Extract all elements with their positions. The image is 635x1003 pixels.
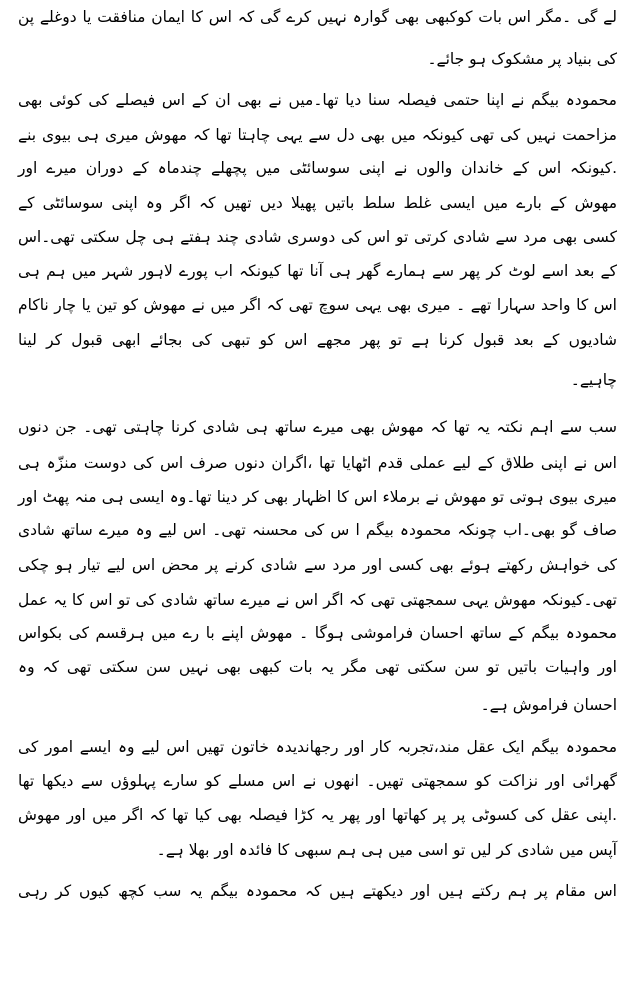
text-line: لے گی ۔مگر اس بات کوکبھی بھی گوارہ نہیں کرے گی کہ اس کا ایمان منافقت یا دوغلے پن [18, 8, 617, 26]
text-line: .کیونکہ اس کے خاندان والوں نے اپنی سوسائٹی میں پچھلے چندماہ کے دوران میرے اور [18, 159, 617, 177]
text-line: اور واہیات باتیں تو سن سکتی تھی مگر یہ بات کبھی بھی نہیں سن سکتی تھی کہ وہ [18, 658, 617, 676]
text-line: کسی بھی مرد سے شادی کرتی تو اس کی دوسری شادی چند ہفتے ہی چل سکتی تھی۔اس [18, 228, 617, 246]
text-line: شادیوں کے بعد قبول کرنا ہے تو پھر مجھے اس کو تبھی کی بجائے ابھی قبول کر لینا [18, 331, 617, 349]
text-line: محمودہ بیگم ایک عقل مند،تجربہ کار اور رجھاندیدہ خاتون تھیں اس لیے وہ ایسے امور کی [18, 738, 617, 756]
text-line: کے بعد اسے لوٹ کر پھر سے ہمارے گھر ہی آنا تھا کیونکہ اب پورے لاہور شہر میں ہم ہی [18, 262, 617, 280]
text-line: کی بنیاد پر مشکوک ہو جائے۔ [427, 50, 617, 68]
text-line: محمودہ بیگم نے اپنا حتمی فیصلہ سنا دیا تھا۔میں نے بھی ان کے اس فیصلے کی کوئی بھی [18, 91, 617, 109]
text-line: کی خواہش رکھتے ہوئے بھی کسی اور مرد سے شادی کرنے پر محض اس لیے تیار ہو چکی [18, 556, 617, 574]
text-line: میری بیوی ہوتی تو مھوش نے برملاء اس کا اظہار بھی کر دینا تھا۔وہ ایسی ہی منہ پھٹ اور [18, 488, 617, 506]
text-line: تھی۔کیونکہ مھوش یہی سمجھتی تھی کہ اگر اس نے میرے ساتھ شادی کی تو اس کا یہ عمل [18, 591, 617, 609]
text-line: صاف گو بھی۔اب چونکہ محمودہ بیگم ا س کی محسنہ تھی۔ اس لیے وہ میرے ساتھ شادی [18, 521, 617, 539]
text-line: محمودہ بیگم کے ساتھ احسان فراموشی ہوگا ۔ مھوش اپنے با رے میں ہرقسم کی بکواس [18, 624, 617, 642]
text-line: مزاحمت نہیں کی تھی کیونکہ میں بھی دل سے یہی چاہتا تھا کہ مھوش میری ہی بیوی بنے [18, 126, 617, 144]
text-line: مھوش کے بارے میں ایسی غلط سلط باتیں پھیلا دیں تھیں کہ اگر وہ اپنی سوسائٹی کے [18, 194, 617, 212]
text-line: آپس میں شادی کر لیں تو اسی میں ہی ہم سبھی کا فائدہ اور بھلا ہے۔ [156, 841, 617, 859]
text-line: اس نے اپنی طلاق کے لیے عملی قدم اٹھایا تھا ،اگران دنوں صرف اس کی دوست منزّہ ہی [18, 454, 617, 472]
text-line: اس مقام پر ہم رکتے ہیں اور دیکھتے ہیں کہ محمودہ بیگم یہ سب کچھ کیوں کر رہی [18, 882, 617, 900]
text-line: چاہیے۔ [570, 371, 617, 389]
text-line: اس کا واحد سہارا تھے ۔ میری بھی یہی سوچ تھی کہ اگر میں نے مھوش کو تین یا چار ناکام [18, 296, 617, 314]
text-line: گھرائی اور نزاکت کو سمجھتی تھیں۔ انھوں نے اس مسلے کو سارے پہلوؤں سے دیکھا تھا [18, 772, 617, 790]
text-line: احسان فراموش ہے۔ [480, 696, 617, 714]
text-line: سب سے اہم نکتہ یہ تھا کہ مھوش بھی میرے ساتھ ہی شادی کرنا چاہتی تھی۔ جن دنوں [18, 418, 617, 436]
text-line: .اپنی عقل کی کسوٹی پر پر کھاتھا اور پھر یہ کڑا فیصلہ بھی کیا تھا کہ اگر میں اور مھوش [18, 806, 617, 824]
